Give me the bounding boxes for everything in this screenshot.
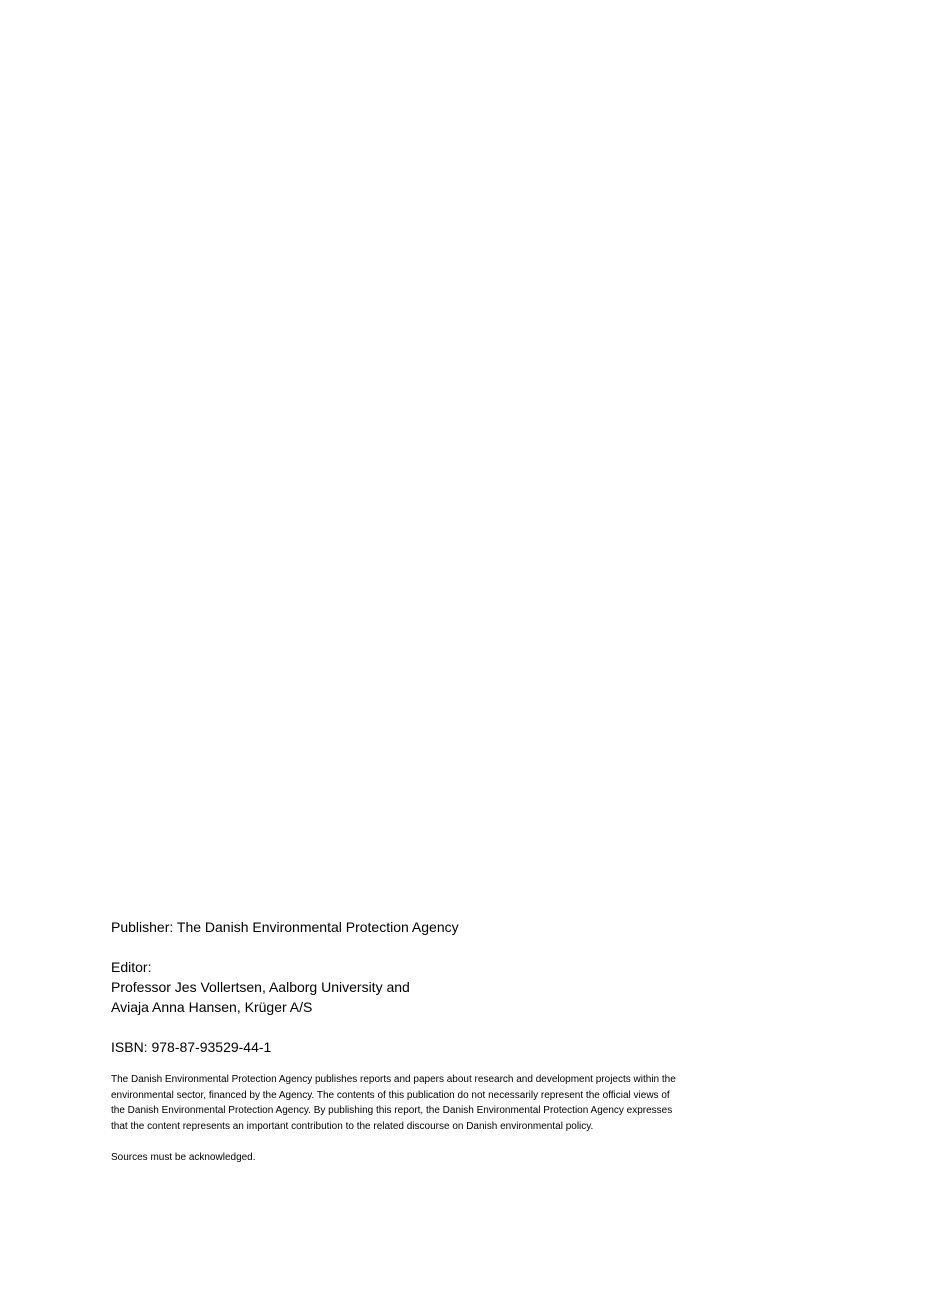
colophon	[111, 917, 691, 1166]
editor-name-1: Professor Jes Vollertsen, Aalborg University and	[111, 979, 410, 995]
disclaimer-paragraph: The Danish Environmental Protection Agency publishes reports and papers about research and development projects within the environmental sector, financed by the Agency. The contents of this publication do not necessarily represent the official views of the Danish Environmental Protection Agency. By publishing this report, the Danish Environmental Protection Agency expresses that the content represents an important contribution to the related discourse on Danish environmental policy.	[111, 1074, 676, 1132]
editor-label: Editor:	[111, 959, 152, 975]
publisher-line: Publisher: The Danish Environmental Protection Agency	[111, 919, 459, 935]
sources-note: Sources must be acknowledged.	[111, 1152, 256, 1163]
editor-name-2: Aviaja Anna Hansen, Krüger A/S	[111, 999, 313, 1015]
editor-block	[111, 957, 691, 1017]
isbn-line: ISBN: 978-87-93529-44-1	[111, 1039, 272, 1055]
